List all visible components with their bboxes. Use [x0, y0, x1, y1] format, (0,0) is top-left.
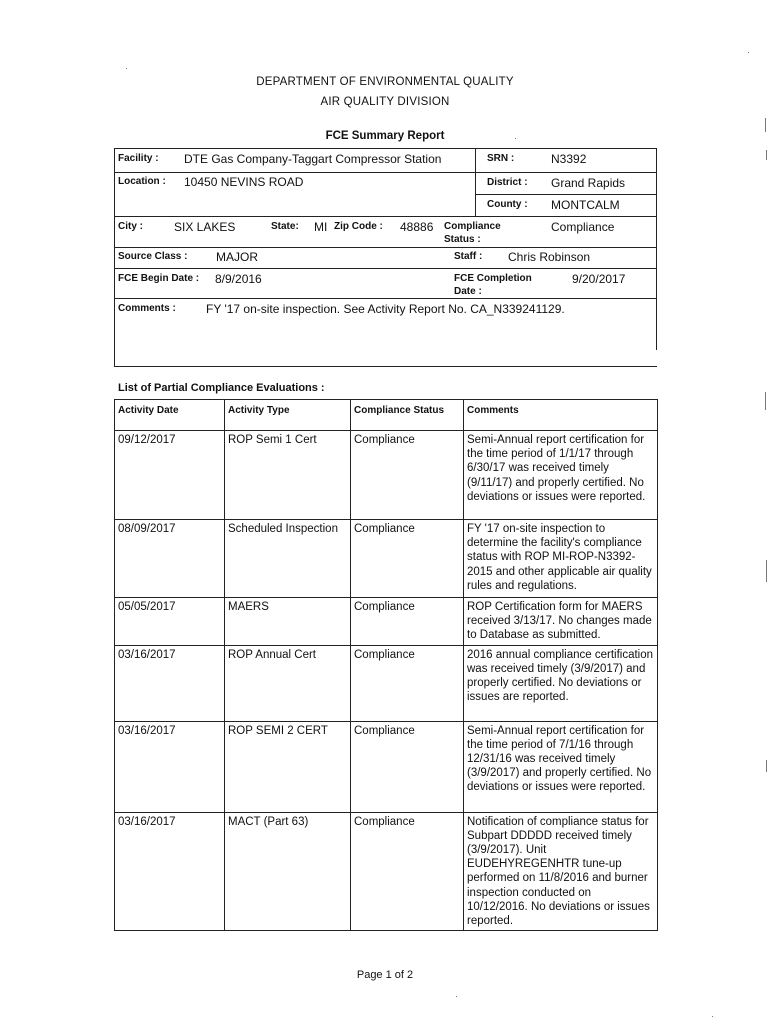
activity-type: MAERS — [225, 598, 351, 646]
city-value: SIX LAKES — [174, 220, 236, 234]
partial-list-heading: List of Partial Compliance Evaluations : — [118, 382, 325, 394]
activity-comments: Semi-Annual report certification for the time period of 1/1/17 through 6/30/17 was received timely (9/11/17) and properly certified. No deviations or issues were reported. — [464, 431, 658, 520]
compliance-status: Compliance — [351, 645, 464, 721]
facility-value: DTE Gas Company-Taggart Compressor Station — [184, 152, 442, 166]
county-value: MONTCALM — [551, 198, 620, 212]
compliance-status-label-2: Status : — [444, 234, 481, 245]
comments-value: FY '17 on-site inspection. See Activity Report No. CA_N339241129. — [206, 302, 565, 316]
activity-type: ROP Semi 1 Cert — [225, 431, 351, 520]
compliance-status: Compliance — [351, 520, 464, 598]
zip-label: Zip Code : — [334, 221, 383, 232]
fce-completion-value: 9/20/2017 — [572, 272, 626, 286]
activity-comments: 2016 annual compliance certification was received timely (3/9/2017) and properly certified. No deviations or issues are reported. — [464, 645, 658, 721]
compliance-status: Compliance — [351, 721, 464, 812]
location-label: Location : — [118, 176, 166, 187]
activity-type: ROP SEMI 2 CERT — [225, 721, 351, 812]
column-header: Activity Type — [225, 400, 351, 431]
table-row — [115, 431, 658, 520]
city-label: City : — [118, 221, 143, 232]
column-header: Compliance Status — [351, 400, 464, 431]
activity-comments: Semi-Annual report certification for the time period of 7/1/16 through 12/31/16 was received timely (3/9/2017) and properly certified. No deviations or issues were reported. — [464, 721, 658, 812]
activity-comments: Notification of compliance status for Subpart DDDDD received timely (3/9/2017). Unit EUDEHYREGENHTR tune-up performed on 11/8/2016 and burner inspection conducted on 10/12/2016. No deviations or issues reported. — [464, 812, 658, 931]
table-row — [115, 812, 658, 931]
source-class-value: MAJOR — [216, 250, 258, 264]
table-header-row — [115, 400, 658, 431]
activity-type: Scheduled Inspection — [225, 520, 351, 598]
report-title: FCE Summary Report — [325, 130, 445, 142]
compliance-status: Compliance — [351, 598, 464, 646]
staff-label: Staff : — [454, 251, 483, 262]
district-label: District : — [487, 177, 528, 188]
table-row — [115, 721, 658, 812]
activity-date: 09/12/2017 — [115, 431, 225, 520]
column-header: Activity Date — [115, 400, 225, 431]
activity-type: ROP Annual Cert — [225, 645, 351, 721]
compliance-status: Compliance — [351, 431, 464, 520]
partial-compliance-table — [114, 399, 658, 931]
compliance-status: Compliance — [351, 812, 464, 931]
activity-date: 03/16/2017 — [115, 721, 225, 812]
fce-completion-label-1: FCE Completion — [454, 273, 532, 284]
district-value: Grand Rapids — [551, 176, 626, 190]
compliance-status-label-1: Compliance — [444, 221, 501, 232]
source-class-label: Source Class : — [118, 251, 188, 262]
activity-comments: ROP Certification form for MAERS received 3/13/17. No changes made to Database as submitted. — [464, 598, 658, 646]
activity-date: 05/05/2017 — [115, 598, 225, 646]
page-number: Page 1 of 2 — [356, 969, 414, 981]
activity-type: MACT (Part 63) — [225, 812, 351, 931]
staff-value: Chris Robinson — [508, 250, 591, 264]
table-row — [115, 598, 658, 646]
facility-label: Facility : — [118, 153, 159, 164]
srn-value: N3392 — [551, 152, 587, 166]
table-row — [115, 645, 658, 721]
column-header: Comments — [464, 400, 658, 431]
state-label: State: — [271, 221, 299, 232]
table-row — [115, 520, 658, 598]
comments-label: Comments : — [118, 303, 176, 314]
zip-value: 48886 — [400, 220, 434, 234]
fce-begin-label: FCE Begin Date : — [118, 273, 200, 284]
activity-comments: FY '17 on-site inspection to determine the facility's compliance status with ROP MI-ROP-N3392-2015 and other applicable air quality rules and regulations. — [464, 520, 658, 598]
state-value: MI — [314, 220, 328, 234]
fce-completion-label-2: Date : — [454, 286, 482, 297]
srn-label: SRN : — [487, 153, 515, 164]
department-heading: DEPARTMENT OF ENVIRONMENTAL QUALITY — [256, 76, 514, 88]
activity-date: 08/09/2017 — [115, 520, 225, 598]
division-heading: AIR QUALITY DIVISION — [320, 96, 450, 108]
activity-date: 03/16/2017 — [115, 812, 225, 931]
county-label: County : — [487, 199, 528, 210]
compliance-status-value: Compliance — [551, 220, 615, 234]
location-value: 10450 NEVINS ROAD — [184, 175, 304, 189]
activity-date: 03/16/2017 — [115, 645, 225, 721]
fce-begin-value: 8/9/2016 — [215, 272, 262, 286]
